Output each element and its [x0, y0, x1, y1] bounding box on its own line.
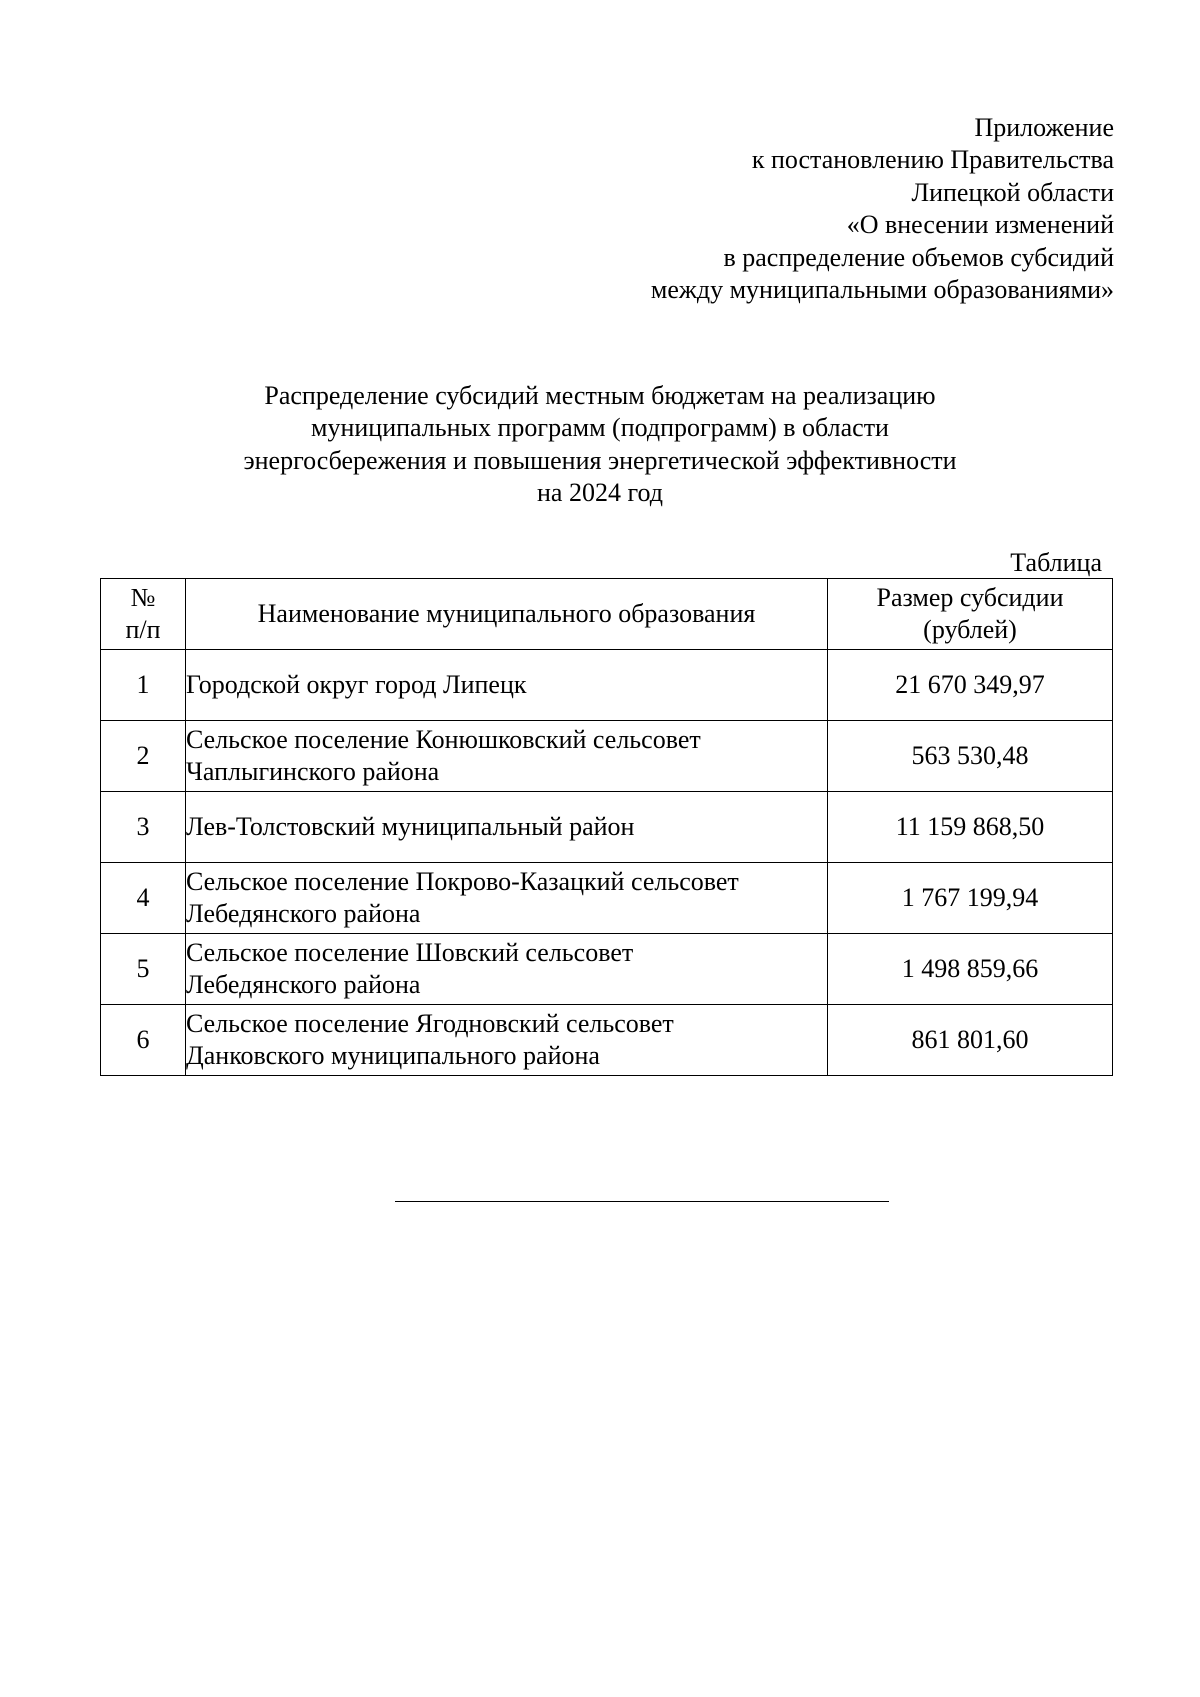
row-name: [186, 650, 828, 721]
title-line: энергосбережения и повышения энергетической эффективности: [243, 445, 957, 475]
table-label: Таблица: [1010, 548, 1102, 577]
appendix-line: между муниципальными образованиями»: [650, 275, 1114, 305]
row-number: 1: [101, 650, 186, 721]
header-number-line: п/п: [125, 615, 161, 644]
row-name-line: Лебедянского района: [186, 899, 421, 928]
appendix-line: в распределение объемов субсидий: [723, 242, 1114, 272]
row-name: [186, 934, 828, 1005]
row-number: 5: [101, 934, 186, 1005]
row-number: 6: [101, 1005, 186, 1076]
header-amount-line: (рублей): [923, 615, 1017, 644]
header-name-text: Наименование муниципального образования: [257, 599, 756, 628]
appendix-line: «О внесении изменений: [846, 210, 1114, 240]
row-number: 3: [101, 792, 186, 863]
row-number: 2: [101, 721, 186, 792]
table-row: [101, 934, 1113, 1005]
row-amount: 563 530,48: [828, 721, 1113, 792]
header-number: [101, 579, 186, 650]
row-amount: 1 767 199,94: [828, 863, 1113, 934]
appendix-line: к постановлению Правительства: [751, 145, 1114, 175]
subsidies-table: [100, 578, 1113, 1076]
row-name-line: Лев-Толстовский муниципальный район: [186, 812, 635, 841]
row-number: 4: [101, 863, 186, 934]
row-name-line: Данковского муниципального района: [186, 1041, 600, 1070]
header-number-line: №: [130, 583, 156, 612]
row-name-line: Сельское поселение Конюшковский сельсовет: [186, 725, 701, 754]
closing-divider: [395, 1201, 889, 1202]
table-row: [101, 721, 1113, 792]
row-name: [186, 721, 828, 792]
header-amount-line: Размер субсидии: [876, 583, 1064, 612]
document-title: [0, 380, 1200, 510]
row-name-line: Лебедянского района: [186, 970, 421, 999]
appendix-block: [651, 112, 1114, 306]
row-amount: 11 159 868,50: [828, 792, 1113, 863]
appendix-line: Приложение: [974, 113, 1114, 142]
row-name: [186, 792, 828, 863]
row-amount: 1 498 859,66: [828, 934, 1113, 1005]
row-name-line: Сельское поселение Ягодновский сельсовет: [186, 1009, 674, 1038]
table-row: [101, 650, 1113, 721]
appendix-line: Липецкой области: [911, 177, 1114, 207]
row-name-line: Сельское поселение Шовский сельсовет: [186, 938, 634, 967]
title-line: муниципальных программ (подпрограмм) в области: [311, 413, 889, 443]
row-name: [186, 863, 828, 934]
row-name-line: Сельское поселение Покрово-Казацкий сельсовет: [186, 867, 739, 896]
table-row: [101, 1005, 1113, 1076]
table-header-row: [101, 579, 1113, 650]
row-name-line: Городской округ город Липецк: [186, 670, 527, 699]
row-amount: 861 801,60: [828, 1005, 1113, 1076]
title-line: на 2024 год: [537, 478, 663, 508]
header-amount: [828, 579, 1113, 650]
row-name: [186, 1005, 828, 1076]
table-row: [101, 792, 1113, 863]
row-name-line: Чаплыгинского района: [186, 757, 440, 786]
row-amount: 21 670 349,97: [828, 650, 1113, 721]
table-row: [101, 863, 1113, 934]
title-line: Распределение субсидий местным бюджетам на реализацию: [264, 381, 936, 410]
header-name: [186, 579, 828, 650]
